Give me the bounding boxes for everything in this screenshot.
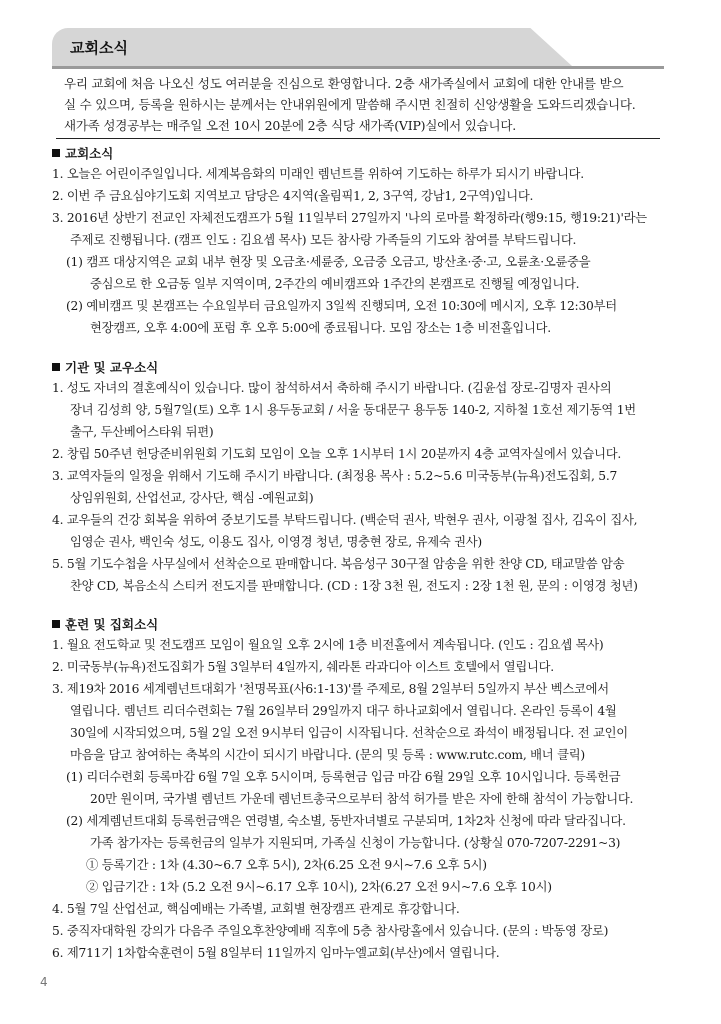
news-line: 가족 참가자는 등록헌금의 일부가 지원되며, 가족실 신청이 가능합니다. (상황실 070-7207-2291~3)	[90, 836, 621, 850]
news-line: 주제로 진행됩니다. (캠프 인도 : 김요셉 목사) 모든 참사랑 가족들의 기도와 참여를 부탁드립니다.	[70, 233, 577, 247]
news-line: 1. 월요 전도학교 및 전도캠프 모임이 월요일 오후 2시에 1층 비전홀에서 계속됩니다. (인도 : 김요셉 목사)	[52, 638, 604, 652]
news-line: (1) 캠프 대상지역은 교회 내부 현장 및 오금초·세륜중, 오금중 오금고, 방산초·중·고, 오륜초·오륜중을	[66, 255, 591, 269]
news-line: (1) 리더수련회 등록마감 6월 7일 오후 5시이며, 등록현금 입금 마감 6월 29일 오후 10시입니다. 등록헌금	[66, 770, 621, 784]
page-number: 4	[40, 975, 48, 989]
news-line: 1. 성도 자녀의 결혼예식이 있습니다. 많이 참석하셔서 축하해 주시기 바랍니다. (김윤섭 장로-김명자 권사의	[52, 381, 612, 395]
news-line: 3. 교역자들의 일정을 위해서 기도해 주시기 바랍니다. (최정용 목사 : 5.2~5.6 미국동부(뉴욕)전도집회, 5.7	[52, 469, 618, 483]
bullet-square-icon	[52, 620, 60, 628]
intro-line: 우리 교회에 처음 나오신 성도 여러분을 진심으로 환영합니다. 2층 새가족실에서 교회에 대한 안내를 받으	[64, 76, 624, 91]
header-divider	[52, 66, 664, 69]
news-line: 4. 5월 7일 산업선교, 핵심예배는 가족별, 교회별 현장캠프 관계로 휴강합니다.	[52, 902, 460, 916]
news-line: 20만 원이며, 국가별 렘넌트 가운데 렘넌트총국으로부터 참석 허가를 받은 자에 한해 참석이 가능합니다.	[90, 792, 634, 806]
news-line: ② 입금기간 : 1차 (5.2 오전 9시~6.17 오후 10시), 2차(6.27 오전 9시~7.6 오후 10시)	[86, 880, 552, 894]
intro-line: 새가족 성경공부는 매주일 오전 10시 20분에 2층 식당 새가족(VIP)실에서 있습니다.	[64, 118, 517, 133]
news-line: 찬양 CD, 복음소식 스티커 전도지를 판매합니다. (CD : 1장 3천 원, 전도지 : 2장 1천 원, 문의 : 이영경 청년)	[70, 579, 638, 593]
news-line: 현장캠프, 오후 4:00에 포럼 후 오후 5:00에 종료됩니다. 모임 장소는 1층 비전홀입니다.	[90, 321, 551, 335]
intro-line: 실 수 있으며, 등록을 원하시는 분께서는 안내위원에게 말씀해 주시면 친절히 신앙생활을 도와드리겠습니다.	[64, 97, 636, 112]
news-line: (2) 세계렘넌트대회 등록헌금액은 연령별, 숙소별, 동반자녀별로 구분되며, 1차2차 신청에 따라 달라집니다.	[66, 814, 626, 828]
section-title-church-news: 교회소식	[52, 144, 113, 162]
news-line: 2. 창립 50주년 헌당준비위원회 기도회 모임이 오늘 오후 1시부터 1시 20분까지 4층 교역자실에서 있습니다.	[52, 447, 621, 461]
news-line: 2. 이번 주 금요심야기도회 지역보고 담당은 4지역(올림픽1, 2, 3구역, 강남1, 2구역)입니다.	[52, 189, 534, 203]
news-line: 6. 제711기 1차합숙훈련이 5월 8일부터 11일까지 임마누엘교회(부산)에서 열립니다.	[52, 946, 500, 960]
news-line: 5. 중직자대학원 강의가 다음주 주일오후찬양예배 직후에 5층 참사랑홀에서 있습니다. (문의 : 박동영 장로)	[52, 924, 609, 938]
header-tab-background	[52, 28, 572, 66]
news-line: 임영순 권사, 백인숙 성도, 이용도 집사, 이영경 청년, 명충현 장로, 유제숙 권사)	[70, 535, 482, 549]
news-line: (2) 예비캠프 및 본캠프는 수요일부터 금요일까지 3일씩 진행되며, 오전 10:30에 메시지, 오후 12:30부터	[66, 299, 617, 313]
bullet-square-icon	[52, 363, 60, 371]
news-line: 장녀 김성희 양, 5월7일(토) 오후 1시 용두동교회 / 서울 동대문구 용두동 140-2, 지하철 1호선 제기동역 1번	[70, 403, 636, 417]
news-line: 중심으로 한 오금동 일부 지역이며, 2주간의 예비캠프와 1주간의 본캠프로 진행될 예정입니다.	[90, 277, 580, 291]
news-line: 마음을 담고 참여하는 축복의 시간이 되시기 바랍니다. (문의 및 등록 : www.rutc.com, 배너 클릭)	[70, 748, 585, 762]
news-line: 30일에 시작되었으며, 5월 2일 오전 9시부터 입금이 시작됩니다. 선착순으로 좌석이 배정됩니다. 전 교인이	[70, 726, 628, 740]
welcome-box	[56, 72, 660, 139]
news-line: 출구, 두산베어스타워 뒤편)	[70, 425, 214, 439]
section-title-member-news: 기관 및 교우소식	[52, 358, 158, 376]
page-title: 교회소식	[70, 39, 128, 57]
news-line: 2. 미국동부(뉴욕)전도집회가 5월 3일부터 4일까지, 쉐라톤 라과디아 이스트 호텔에서 열립니다.	[52, 660, 554, 674]
news-line: 3. 제19차 2016 세계렘넌트대회가 '천명목표(사6:1-13)'를 주제로, 8월 2일부터 5일까지 부산 벡스코에서	[52, 682, 609, 696]
news-line: 상임위원회, 산업선교, 강사단, 핵심 -예원교회)	[70, 491, 314, 505]
news-line: 열립니다. 렘넌트 리더수련회는 7월 26일부터 29일까지 대구 하나교회에서 열립니다. 온라인 등록이 4월	[70, 704, 617, 718]
section-title-training-news: 훈련 및 집회소식	[52, 615, 158, 633]
news-line: 3. 2016년 상반기 전교인 자체전도캠프가 5월 11일부터 27일까지 '나의 로마를 확정하라(행9:15, 행19:21)'라는	[52, 211, 647, 225]
news-line: ① 등록기간 : 1차 (4.30~6.7 오후 5시), 2차(6.25 오전 9시~7.6 오후 5시)	[86, 858, 487, 872]
news-line: 1. 오늘은 어린이주일입니다. 세계복음화의 미래인 렘넌트를 위하여 기도하는 하루가 되시기 바랍니다.	[52, 167, 584, 181]
news-line: 4. 교우들의 건강 회복을 위하여 중보기도를 부탁드립니다. (백순덕 권사, 박현우 권사, 이광철 집사, 김옥이 집사,	[52, 513, 638, 527]
news-line: 5. 5월 기도수첩을 사무실에서 선착순으로 판매합니다. 복음성구 30구절 암송을 위한 찬양 CD, 태교말씀 암송	[52, 557, 625, 571]
bullet-square-icon	[52, 149, 60, 157]
